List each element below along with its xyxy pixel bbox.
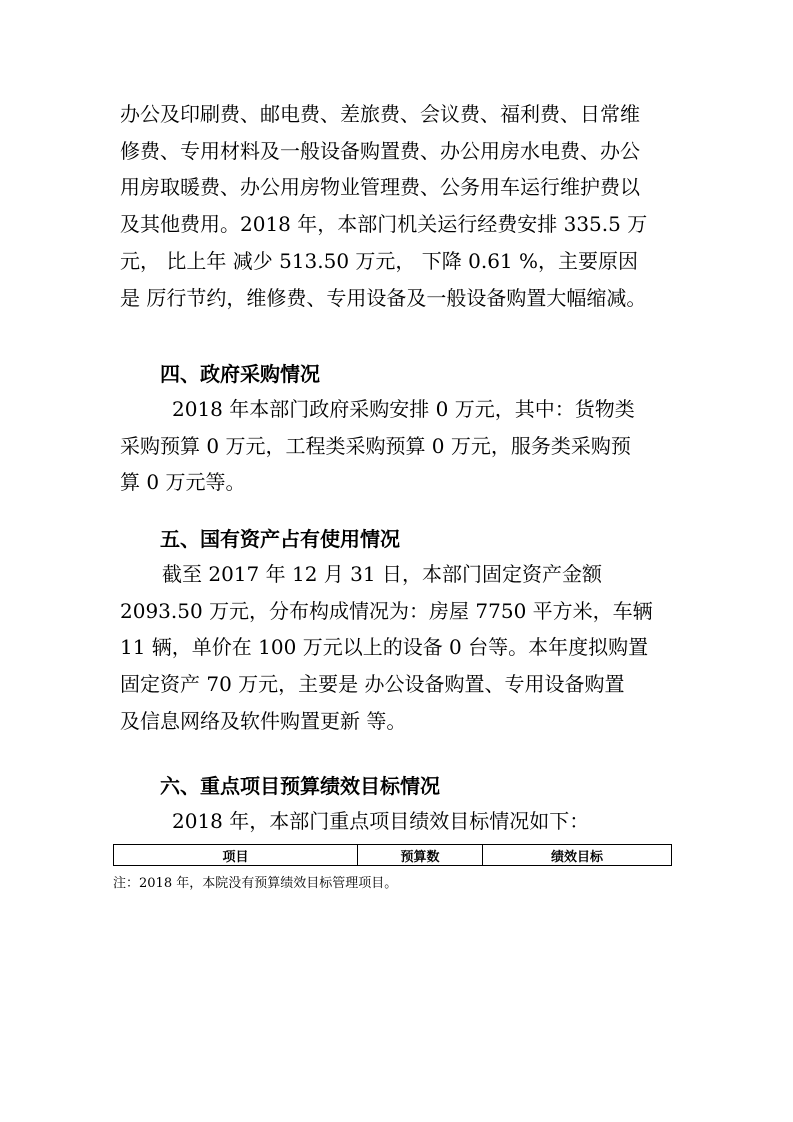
performance-target-table bbox=[113, 844, 672, 866]
paragraph-line: 办公及印刷费、邮电费、差旅费、会议费、福利费、日常维 bbox=[120, 102, 640, 126]
paragraph-line: 及其他费用。2018 年，本部门机关运行经费安排 335.5 万 bbox=[120, 212, 648, 237]
section5-heading: 五、国有资产占有使用情况 bbox=[160, 527, 400, 551]
paragraph-line: 是 厉行节约，维修费、专用设备及一般设备购置大幅缩减。 bbox=[120, 285, 647, 310]
section3-expense-paragraph bbox=[120, 96, 680, 316]
column-header-project: 项目 bbox=[114, 845, 358, 866]
section4-procurement-paragraph bbox=[120, 391, 680, 501]
paragraph-line: 11 辆，单价在 100 万元以上的设备 0 台等。本年度拟购置 bbox=[120, 635, 649, 660]
table-footnote: 注：2018 年，本院没有预算绩效目标管理项目。 bbox=[113, 876, 398, 891]
paragraph-line: 2093.50 万元，分布构成情况为：房屋 7750 平方米，车辆 bbox=[120, 598, 653, 623]
column-header-performance-target: 绩效目标 bbox=[483, 845, 672, 866]
section6-intro: 2018 年，本部门重点项目绩效目标情况如下： bbox=[172, 809, 590, 833]
section4-heading: 四、政府采购情况 bbox=[160, 362, 320, 386]
paragraph-line: 截至 2017 年 12 月 31 日，本部门固定资产金额 bbox=[162, 562, 602, 586]
paragraph-line: 2018 年本部门政府采购安排 0 万元，其中：货物类 bbox=[172, 397, 635, 421]
paragraph-line: 及信息网络及软件购置更新 等。 bbox=[120, 708, 407, 733]
paragraph-line: 算 0 万元等。 bbox=[120, 470, 246, 495]
table-header-row bbox=[114, 845, 672, 866]
paragraph-line: 修费、专用材料及一般设备购置费、办公用房水电费、办公 bbox=[120, 138, 640, 163]
section5-assets-paragraph bbox=[120, 556, 680, 740]
paragraph-line: 固定资产 70 万元，主要是 办公设备购置、专用设备购置 bbox=[120, 672, 625, 697]
paragraph-line: 采购预算 0 万元，工程类采购预算 0 万元，服务类采购预 bbox=[120, 433, 631, 458]
section6-heading: 六、重点项目预算绩效目标情况 bbox=[160, 774, 440, 798]
paragraph-line: 元， 比上年 减少 513.50 万元， 下降 0.61 %，主要原因 bbox=[120, 248, 639, 273]
paragraph-line: 用房取暖费、办公用房物业管理费、公务用车运行维护费以 bbox=[120, 175, 640, 200]
column-header-budget: 预算数 bbox=[358, 845, 483, 866]
